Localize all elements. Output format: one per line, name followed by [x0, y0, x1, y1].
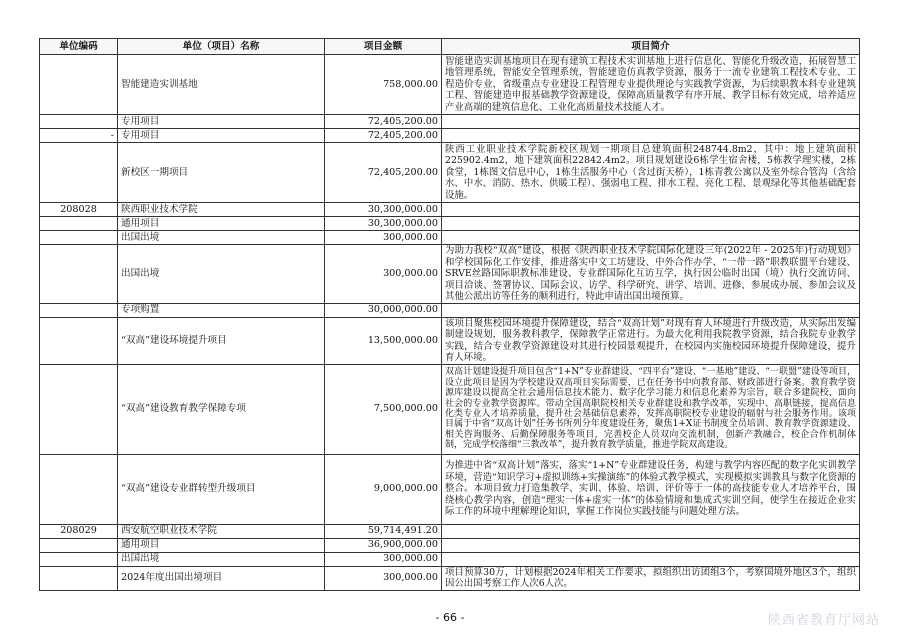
- header-amount: 项目金额: [325, 39, 442, 55]
- amount: 300,000.00: [325, 231, 442, 245]
- unit-code: [40, 245, 118, 304]
- unit-code: [40, 317, 118, 364]
- description: [442, 538, 860, 552]
- unit-name: 西安航空职业技术学院: [118, 524, 325, 538]
- unit-code: [40, 454, 118, 524]
- header-unit-code: 单位编码: [40, 39, 118, 55]
- description: 项目预算30万，计划根据2024年相关工作要求，拟组织出访团组3个，考察国境外地区3个，组织因公出国考察工作人次6人次。: [442, 566, 860, 590]
- unit-name: 出国出境: [118, 231, 325, 245]
- description: 陕西工业职业技术学院新校区规划一期项目总建筑面积248744.8m2，其中：地上建筑面积225902.4m2，地下建筑面积22842.4m2。项目规划建设6栋学生宿舍楼，5栋教学理实楼，2栋食堂，1栋图文信息中心，1栋生活服务中心（含过街天桥），1栋青教公寓以及室外综合管沟（含给水、中水、消防、热水、供暖工程）、强弱电工程、排水工程、亮化工程、景观绿化等其他基础配套设施。: [442, 143, 860, 203]
- amount: 72,405,200.00: [325, 143, 442, 203]
- unit-code: [40, 55, 118, 115]
- description: 为推进中省“双高计划”落实，落实“1+N”专业群建设任务，构建与教学内容匹配的数字化实训教学环境，营造“知识学习+虚拟训练+实操演练”的体验式教学模式，实现模拟实训教具与数字化资源的整合。本项目致力打造集教学、实训、体验、培训、评价等于一体的高技能专业人才培养平台，围绕核心教学内容，创造“理实一体+虚实一体”的体验情境和集成式实训空间，使学生在接近企业实际工作的环境中理解理论知识，掌握工作岗位实践技能与问题处理方法。: [442, 454, 860, 524]
- amount: 300,000.00: [325, 245, 442, 304]
- description: [442, 524, 860, 538]
- table-row: [40, 364, 860, 454]
- unit-name: 陕西职业技术学院: [118, 203, 325, 217]
- description: 为助力我校“双高”建设，根据《陕西职业技术学院国际化建设三年(2022年 - 2025年)行动规划》和学校国际化工作安排，推进落实中文工坊建设、中外合作办学、“一带一路”职教联盟平台建设、SRVE丝路国际职教标准建设、专业群国际化互访互学，执行因公临时出国（境）执行交流访问、项目洽谈、签署协议、国际会议、访学、科学研究、讲学、培训、进修、参展成办展、参加会议及其他公派出访等任务的顺利进行，特此申请出国出境预算。: [442, 245, 860, 304]
- header-description: 项目简介: [442, 39, 860, 55]
- unit-name: 2024年度出国出境项目: [118, 566, 325, 590]
- table-row: [40, 203, 860, 217]
- description: 智能建造实训基地项目在现有建筑工程技术实训基地上进行信息化、智能化升级改造，拓展智慧工地管理系统，智能安全管理系统，智能建造仿真教学资源，服务于一流专业建筑工程技术专业、工程造价专业，省级重点专业建设工程管理专业提供理论与实践教学资源，为后续职教本科专业建筑工程、智能建造申报基础教学资源建设，保障高质量教学有序开展、教学目标有效完成，培养适应产业高端的建筑信息化、工业化高质量技术技能人才。: [442, 55, 860, 115]
- page-number: - 66 -: [435, 611, 465, 624]
- description: [442, 303, 860, 317]
- table-row: [40, 245, 860, 304]
- watermark: 陕西省教育厅网站: [767, 613, 880, 628]
- description: [442, 115, 860, 129]
- unit-name: 智能建造实训基地: [118, 55, 325, 115]
- table-row: [40, 129, 860, 143]
- amount: 300,000.00: [325, 552, 442, 566]
- table-header-row: [40, 39, 860, 55]
- table-row: [40, 143, 860, 203]
- unit-code: [40, 231, 118, 245]
- amount: 300,000.00: [325, 566, 442, 590]
- unit-name: 新校区一期项目: [118, 143, 325, 203]
- amount: 30,300,000.00: [325, 203, 442, 217]
- table-row: [40, 552, 860, 566]
- table-row: [40, 524, 860, 538]
- amount: 7,500,000.00: [325, 364, 442, 454]
- amount: 72,405,200.00: [325, 129, 442, 143]
- description: [442, 217, 860, 231]
- unit-name: “双高”建设专业群转型升级项目: [118, 454, 325, 524]
- unit-code: [40, 538, 118, 552]
- budget-table: [39, 38, 860, 591]
- description: [442, 203, 860, 217]
- table-row: [40, 115, 860, 129]
- budget-table-container: [39, 38, 859, 591]
- unit-code: [40, 566, 118, 590]
- amount: 30,000,000.00: [325, 303, 442, 317]
- description: [442, 552, 860, 566]
- unit-code: -: [40, 129, 118, 143]
- table-row: [40, 317, 860, 364]
- table-row: [40, 538, 860, 552]
- table-row: [40, 454, 860, 524]
- unit-name: 专用项目: [118, 115, 325, 129]
- unit-code: [40, 143, 118, 203]
- unit-name: 专用项目: [118, 129, 325, 143]
- table-row: [40, 231, 860, 245]
- description: [442, 129, 860, 143]
- unit-name: 通用项目: [118, 538, 325, 552]
- amount: 30,300,000.00: [325, 217, 442, 231]
- header-unit-name: 单位（项目）名称: [118, 39, 325, 55]
- amount: 72,405,200.00: [325, 115, 442, 129]
- description: [442, 231, 860, 245]
- table-row: [40, 217, 860, 231]
- unit-code: [40, 364, 118, 454]
- unit-code: 208028: [40, 203, 118, 217]
- table-row: [40, 55, 860, 115]
- unit-name: 专项购置: [118, 303, 325, 317]
- amount: 36,900,000.00: [325, 538, 442, 552]
- unit-code: 208029: [40, 524, 118, 538]
- unit-name: 通用项目: [118, 217, 325, 231]
- unit-code: [40, 552, 118, 566]
- unit-name: “双高”建设教育教学保障专项: [118, 364, 325, 454]
- unit-code: [40, 303, 118, 317]
- amount: 59,714,491.20: [325, 524, 442, 538]
- unit-code: [40, 217, 118, 231]
- unit-name: “双高”建设环境提升项目: [118, 317, 325, 364]
- unit-name: 出国出境: [118, 552, 325, 566]
- table-row: [40, 566, 860, 590]
- unit-code: [40, 115, 118, 129]
- description: 双高计划建设提升项目包含“1+N”专业群建设、“四平台”建设、“一基地”建设、“一联盟”建设等项目，设立此项目是因为学校建设双高项目实际需要，已在任务书中向教育部、财政部进行备案。教育教学资源库建设以提高全社会通用信息技术能力、数字化学习能力和信息化素养为宗旨，联合多建院校，面向社会的专业教学资源库。带动全国高职院校相关专业群建设和教学改革，实现中、高职链接，提高信息化类专业人才培养质量，提升社会基础信息素养，发挥高职院校专业建设的辐射与社会服务作用。该项目属于中省“双高计划”任务书所列分年度建设任务，聚焦1+X证书制度全员培训、教育教学资源建设、相关咨询服务、后勤保障服务等项目，完善校企人员双向交流机制，创新产教融合，校企合作机制体制，完成学校落细“三教改革”，提升教育教学质量，推进学院双高建设。: [442, 364, 860, 454]
- table-row: [40, 303, 860, 317]
- description: 该项目聚焦校园环境提升保障建设，结合“双高计划”对现有育人环境进行升级改造，从实际出发编制建设规划，服务教科教学，保障教学正常进行。为最大化利用我院教学资源，结合我院专业教学实践，结合专业教学资源建设对其进行校园景观提升，在校园内实施校园环境提升保障建设，提升育人环境。: [442, 317, 860, 364]
- amount: 9,000,000.00: [325, 454, 442, 524]
- unit-name: 出国出境: [118, 245, 325, 304]
- amount: 13,500,000.00: [325, 317, 442, 364]
- amount: 758,000.00: [325, 55, 442, 115]
